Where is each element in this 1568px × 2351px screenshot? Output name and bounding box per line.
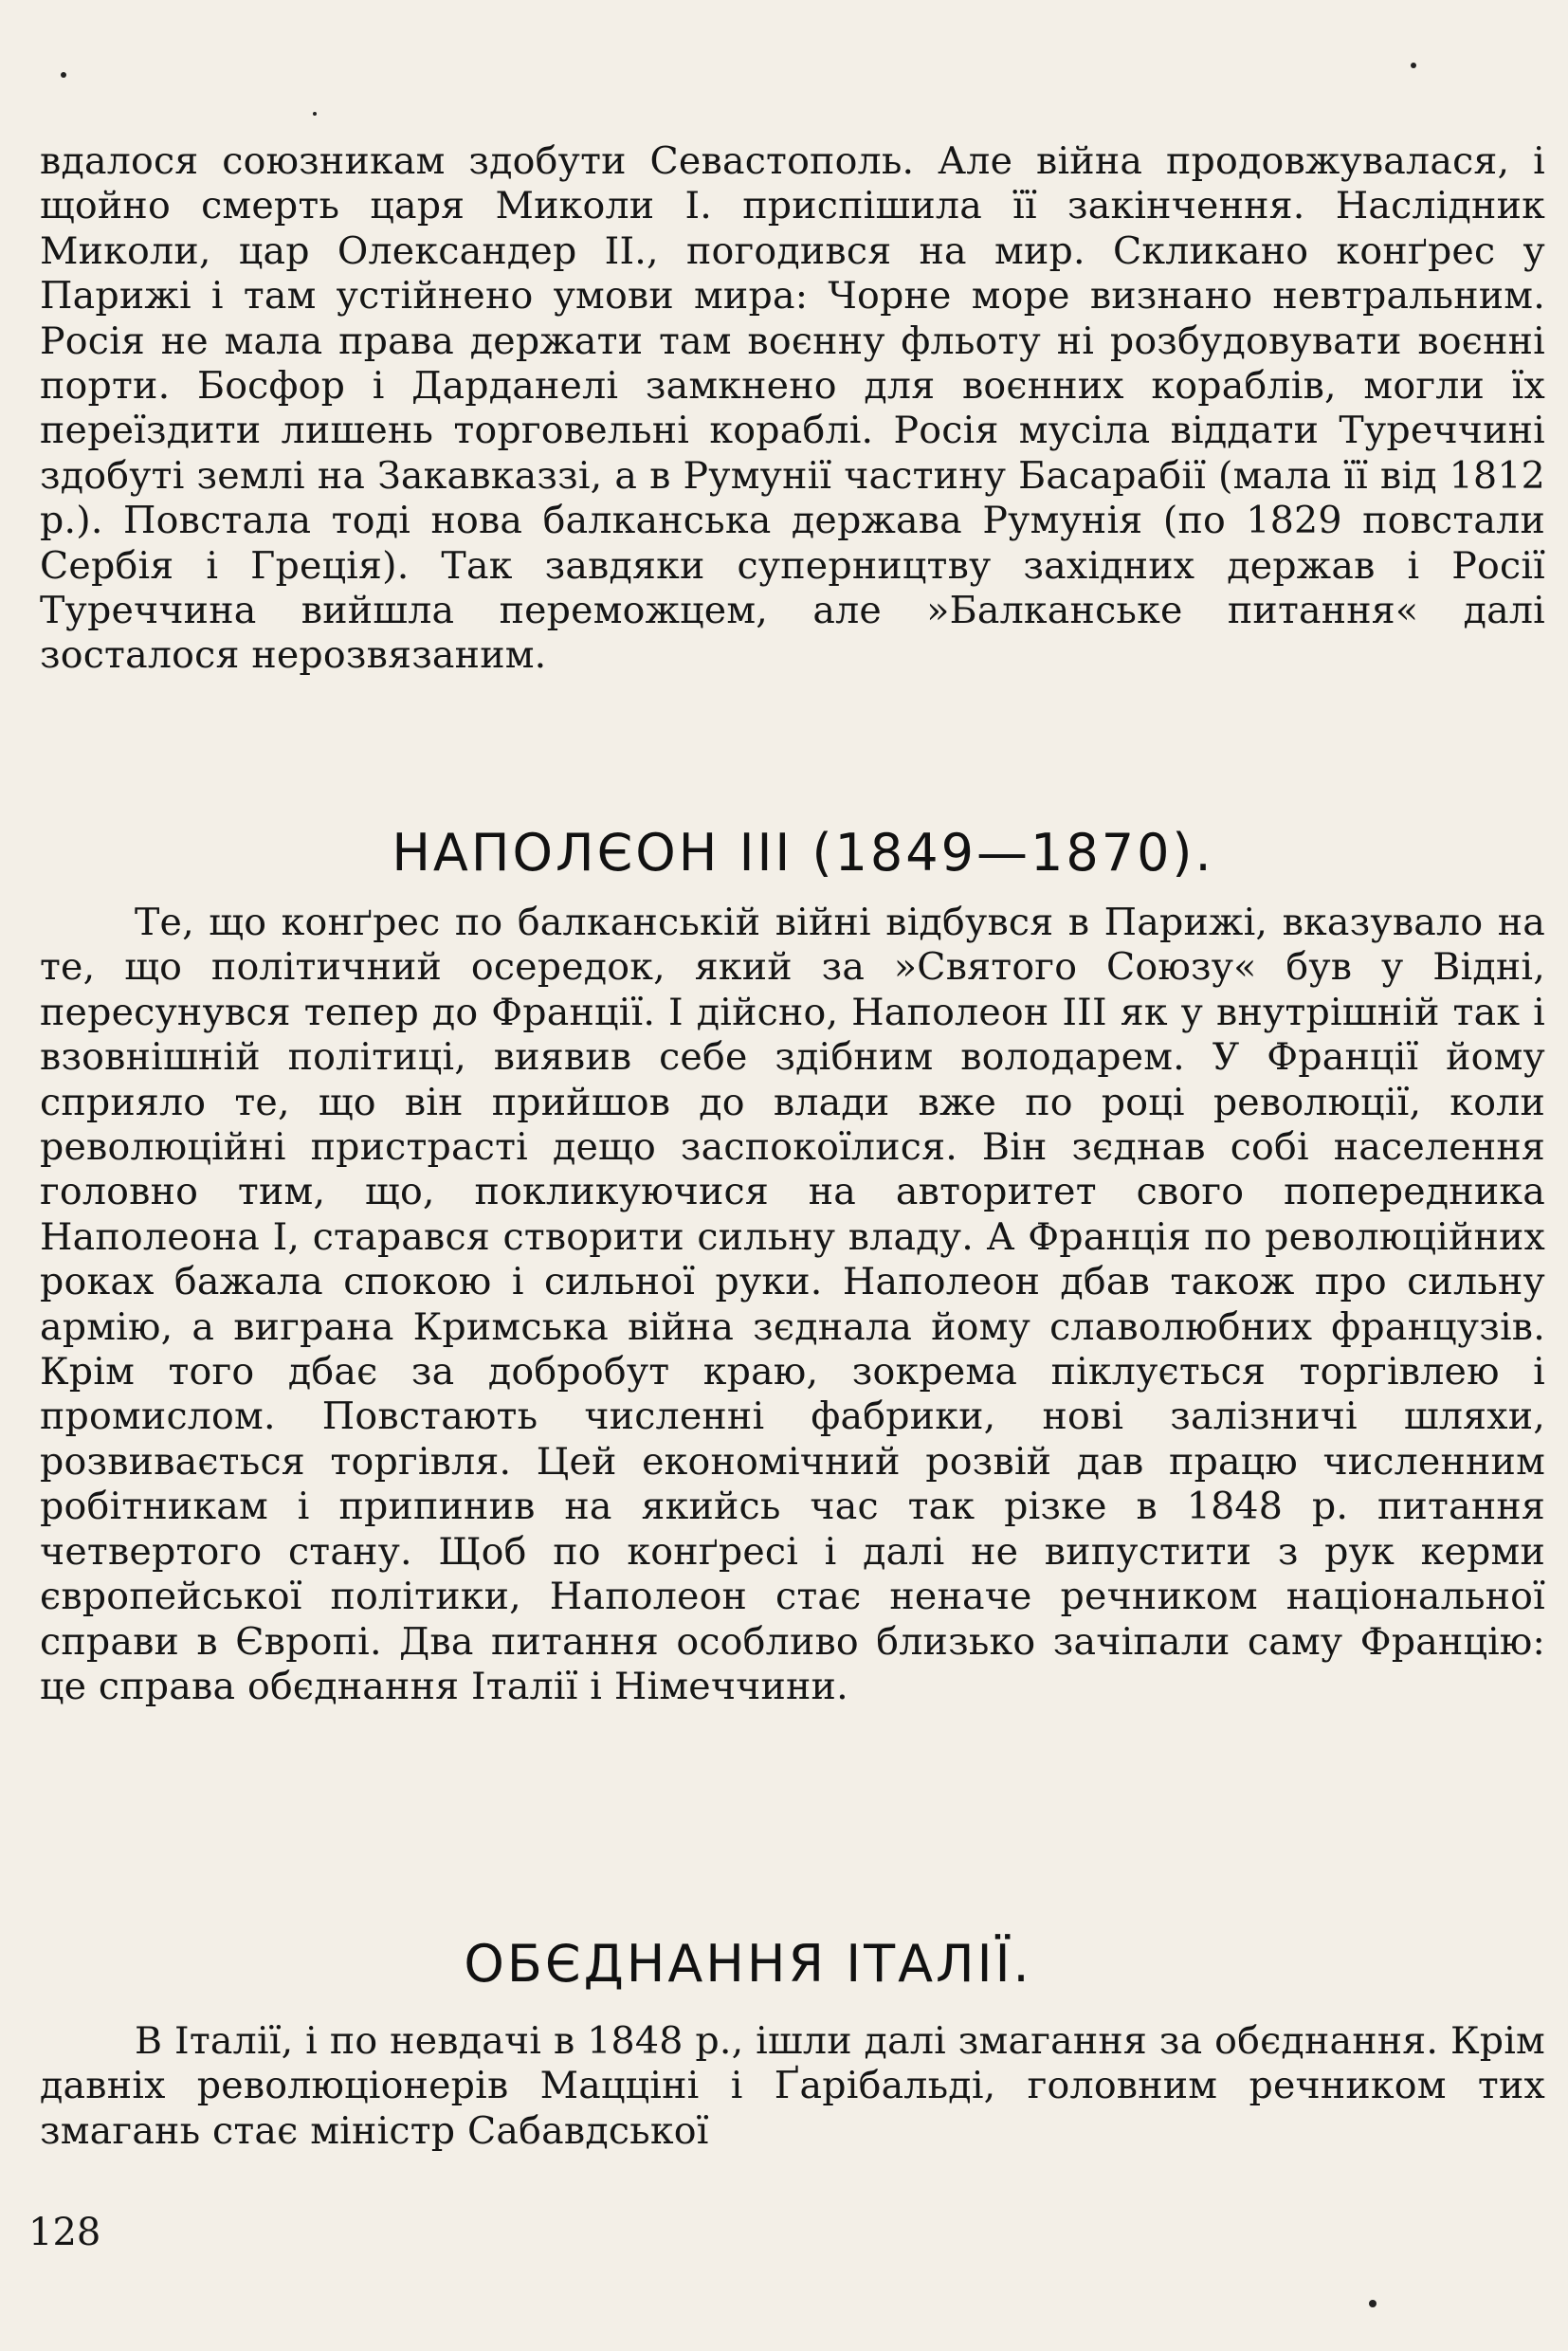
paragraph-italy-unification xyxy=(40,2019,1545,2154)
page-number: 128 xyxy=(28,2211,101,2254)
section-heading-italy: ОБЄДНАННЯ ІТАЛІЇ. xyxy=(464,1934,1032,1994)
section-heading-napoleon: НАПОЛЄОН III (1849—1870). xyxy=(392,823,1214,883)
paragraph-text: вдалося союзникам здобути Севастополь. Але війна продовжувалася, і щойно смерть царя Миколи І. приспішила її закінчення. Наслідник Миколи, цар Олександер II., погодився на мир. Скликано конґрес у Парижі і там устійнено умови мира: Чорне море визнано невтральним. Росія не мала права держати там воєнну фльоту ні розбудовувати воєнні порти. Босфор і Дарданелі замкнено для воєнних кораблів, могли їх переїздити лишень торговельні кораблі. Росія мусіла віддати Туреччині здобуті землі на Закавказзі, а в Румунії частину Басарабії (мала її від 1812 р.). Повстала тоді нова балканська держава Румунія (по 1829 повстали Сербія і Греція). Так завдяки суперництву західних держав і Росії Туреччина вийшла переможцем, але »Балканське питання« далі зосталося нерозвязаним. xyxy=(40,139,1545,678)
print-speck xyxy=(61,72,66,78)
paragraph-text: Те, що конґрес по балканській війні відбувся в Парижі, вказувало на те, що політичний осередок, який за »Святого Союзу« був у Відні, пересунувся тепер до Франції. І дійсно, Наполеон III як у внутрішній так і взовнішній політиці, виявив себе здібним володарем. У Франції йому сприяло те, що він прийшов до влади вже по році революції, коли революційні пристрасті дещо заспокоїлися. Він зєднав собі населення головно тим, що, покликуючися на авторитет свого попередника Наполеона І, старався створити сильну владу. А Франція по революційних роках бажала спокою і сильної руки. Наполеон дбав також про сильну армію, а виграна Кримська війна зєднала йому славолюбних французів. Крім того дбає за добробут краю, зокрема піклується торгівлею і промислом. Повстають численні фабрики, нові залізничі шляхи, розвивається торгівля. Цей економічний розвій дав працю численним робітникам і припинив на якийсь час так різке в 1848 р. питання четвертого стану. Щоб по конґресі і далі не випустити з рук керми європейської політики, Наполеон стає неначе речником національної справи в Європі. Два питання особливо близько зачіпали саму Францію: це справа обєднання Італії і Німеччини. xyxy=(40,901,1545,1708)
paragraph-napoleon-iii xyxy=(40,901,1545,1709)
print-speck xyxy=(1411,63,1416,68)
paragraph-crimean-war-end xyxy=(40,139,1545,679)
paragraph-text: В Італії, і по невдачі в 1848 р., ішли далі змагання за обєднання. Крім давніх революціонерів Мацціні і Ґарібальді, головним речником тих змагань стає міністр Сабавдської xyxy=(40,2019,1545,2153)
print-speck xyxy=(313,112,317,116)
print-speck xyxy=(1369,2300,1377,2307)
